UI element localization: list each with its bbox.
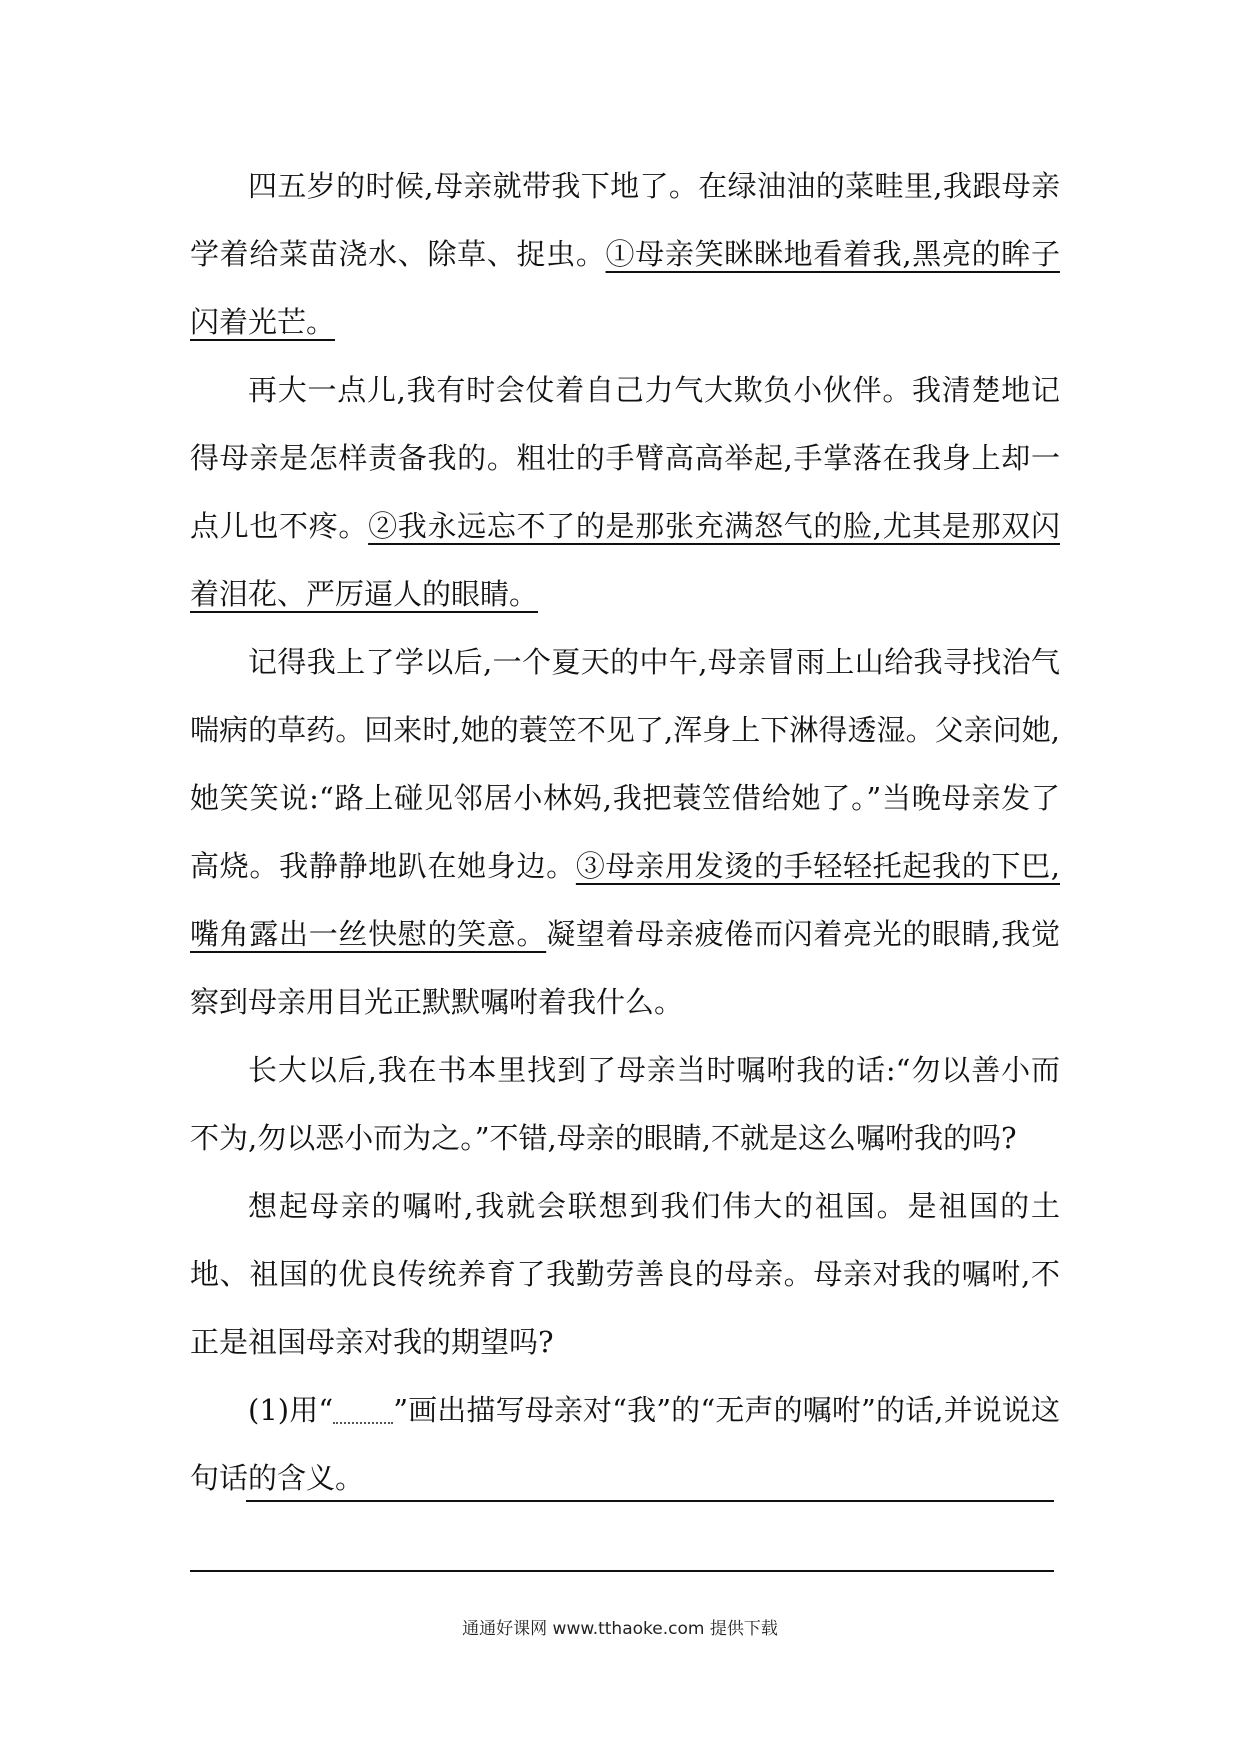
question-suffix: ”画出描写母亲对“我”的“无声的嘱咐”的话,并说说这句话的含义。 (190, 1393, 1060, 1495)
footer-text: 通通好课网 www.tthaoke.com 提供下载 (462, 1619, 778, 1639)
answer-line-1[interactable] (246, 1500, 1054, 1502)
paragraph-1 (190, 152, 1060, 356)
paragraph-4: 长大以后,我在书本里找到了母亲当时嘱咐我的话:“勿以善小而不为,勿以恶小而为之。”不错,母亲的眼睛,不就是这么嘱咐我的吗? (190, 1053, 1060, 1155)
paragraph-3 (190, 628, 1060, 1036)
question-1 (190, 1376, 1060, 1512)
paragraph-3-text-before: 记得我上了学以后,一个夏天的中午,母亲冒雨上山给我寻找治气喘病的草药。回来时,她的蓑笠不见了,浑身上下淋得透湿。父亲问她,她笑笑说:“路上碰见邻居小林妈,我把蓑笠借给她了。”当晚母亲发了高烧。我静静地趴在她身边。 (190, 645, 1060, 883)
wavy-underline-symbol (333, 1402, 393, 1424)
underlined-sentence-3: ③母亲用发烫的手轻轻托起我的下巴,嘴角露出一丝快慰的笑意。 (190, 849, 1060, 951)
underlined-sentence-2: ②我永远忘不了的是那张充满怒气的脸,尤其是那双闪着泪花、严厉逼人的眼睛。 (190, 509, 1060, 611)
underlined-sentence-1: ①母亲笑眯眯地看着我,黑亮的眸子闪着光芒。 (190, 237, 1060, 339)
paragraph-3-text-after: 凝望着母亲疲倦而闪着亮光的眼睛,我觉察到母亲用目光正默默嘱咐着我什么。 (190, 917, 1060, 1019)
paragraph-5: 想起母亲的嘱咐,我就会联想到我们伟大的祖国。是祖国的土地、祖国的优良传统养育了我勤劳善良的母亲。母亲对我的嘱咐,不正是祖国母亲对我的期望吗? (190, 1189, 1060, 1359)
paragraph-2-text: 再大一点儿,我有时会仗着自己力气大欺负小伙伴。我清楚地记得母亲是怎样责备我的。粗壮的手臂高高举起,手掌落在我身上却一点儿也不疼。 (190, 373, 1060, 543)
paragraph-2 (190, 356, 1060, 628)
passage (190, 152, 1060, 1512)
question-prefix: (1)用“ (248, 1393, 334, 1427)
answer-line-2[interactable] (190, 1570, 1054, 1572)
paragraph-1-text: 四五岁的时候,母亲就带我下地了。在绿油油的菜畦里,我跟母亲学着给菜苗浇水、除草、捉虫。 (190, 169, 1060, 271)
